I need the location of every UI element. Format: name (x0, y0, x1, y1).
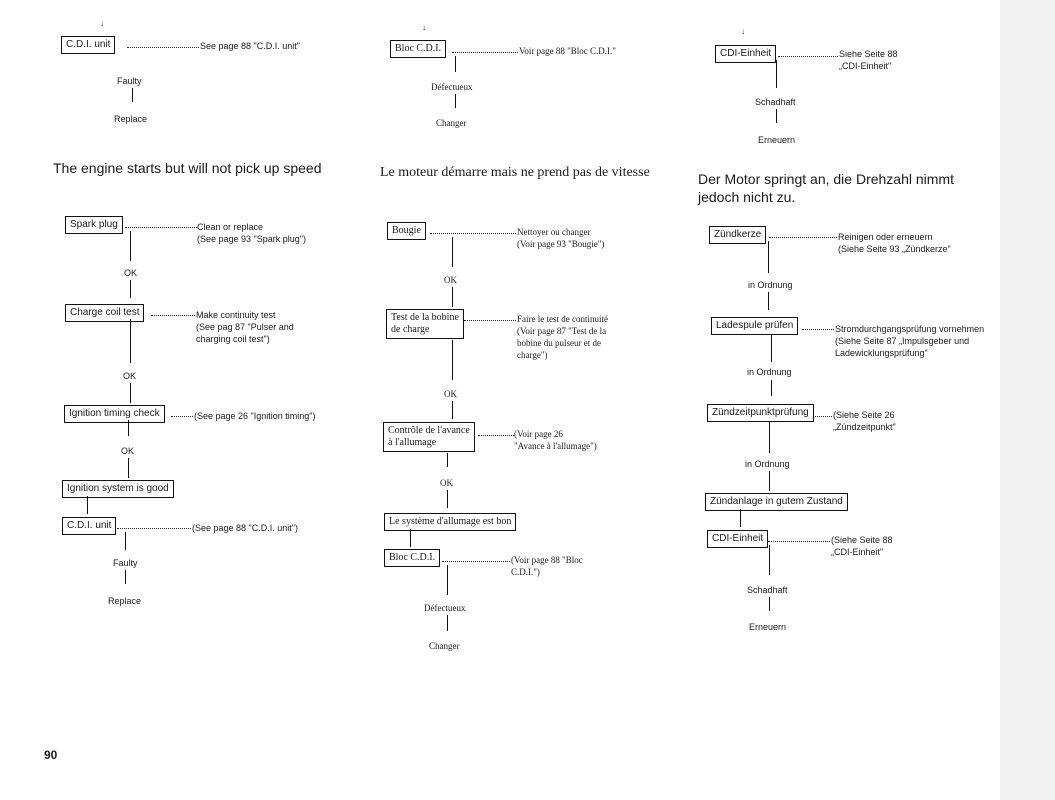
cdi-unit-box: C.D.I. unit (62, 517, 116, 535)
faulty-label: Schadhaft (755, 97, 796, 107)
connector-line (776, 60, 777, 88)
dotted-leader (464, 320, 516, 321)
ok-label: OK (444, 389, 457, 399)
reference-text: Nettoyer ou changer (Voir page 93 "Bougie") (517, 227, 605, 249)
connector-line (771, 380, 772, 396)
reference-text: Siehe Seite 88 „CDI-Einheit" (839, 49, 898, 71)
bloc-cdi-box: Bloc C.D.I. (384, 549, 440, 567)
ok-label: OK (121, 446, 135, 456)
ignition-timing-check-box: Ignition timing check (64, 405, 165, 423)
down-arrow-icon: ↓ (741, 27, 745, 36)
connector-line (771, 334, 772, 362)
dotted-leader (815, 416, 832, 417)
dotted-leader (442, 561, 510, 562)
reference-text: (Siehe Seite 26 „Zündzeitpunkt" (833, 410, 896, 432)
reference-text: Faire le test de continuité (Voir page 87 "Test de la bobine du pulseur et de charge") (517, 314, 608, 360)
replace-label: Replace (108, 596, 142, 606)
section-title: Le moteur démarre mais ne prend pas de vitesse (380, 165, 650, 180)
replace-label: Changer (436, 118, 467, 128)
connector-line (776, 109, 777, 123)
connector-line (87, 496, 88, 514)
bloc-cdi-box: Bloc C.D.I. (390, 40, 446, 58)
connector-line (128, 420, 129, 436)
connector-line (447, 453, 448, 467)
connector-line (130, 231, 131, 261)
dotted-leader (452, 52, 518, 53)
zuendkerze-box: Zündkerze (709, 226, 766, 244)
charge-coil-test-box: Charge coil test (65, 304, 144, 322)
ok-label: OK (444, 275, 457, 285)
connector-line (769, 545, 770, 575)
test-bobine-box: Test de la bobine de charge (386, 309, 464, 339)
spark-plug-box: Spark plug (65, 216, 123, 234)
ok-label: in Ordnung (747, 367, 792, 377)
reference-text: (See page 88 "C.D.I. unit") (192, 523, 298, 533)
dotted-leader (430, 233, 516, 234)
connector-line (452, 237, 453, 267)
section-title: The engine starts but will not pick up speed (53, 160, 322, 176)
faulty-label: Défectueux (431, 82, 473, 92)
connector-line (452, 340, 453, 380)
connector-line (125, 532, 126, 550)
faulty-label: Défectueux (424, 603, 466, 613)
ignition-system-good-box: Ignition system is good (62, 480, 174, 498)
connector-line (452, 287, 453, 307)
connector-line (125, 570, 126, 584)
connector-line (130, 383, 131, 403)
connector-line (769, 471, 770, 491)
ok-label: OK (124, 268, 138, 278)
connector-line (447, 615, 448, 631)
connector-line (455, 56, 456, 72)
systeme-allumage-bon-box: Le système d'allumage est bon (384, 513, 516, 531)
connector-line (768, 292, 769, 310)
reference-text: (Voir page 26 "Avance à l'allumage") (514, 429, 597, 451)
faulty-label: Faulty (117, 76, 142, 86)
cdi-unit-box: C.D.I. unit (61, 36, 115, 54)
dotted-leader (478, 435, 514, 436)
reference-text: (Siehe Seite 88 „CDI-Einheit" (831, 535, 893, 557)
dotted-leader (768, 541, 830, 542)
ok-label: in Ordnung (748, 280, 793, 290)
connector-line (447, 565, 448, 595)
dotted-leader (171, 416, 193, 417)
replace-label: Erneuern (749, 622, 787, 632)
dotted-leader (769, 237, 837, 238)
ok-label: in Ordnung (745, 459, 790, 469)
connector-line (452, 401, 453, 419)
connector-line (130, 280, 131, 298)
section-title: Der Motor springt an, die Drehzahl nimmt jedoch nicht zu. (698, 171, 954, 205)
cdi-einheit-box: CDI-Einheit (707, 530, 768, 548)
bougie-box: Bougie (387, 222, 426, 240)
dotted-leader (778, 56, 838, 57)
reference-text: See page 88 "C.D.I. unit" (200, 41, 300, 51)
connector-line (769, 597, 770, 611)
dotted-leader (125, 227, 197, 228)
controle-avance-box: Contrôle de l'avance à l'allumage (383, 422, 475, 452)
reference-text: Reinigen oder erneuern (Siehe Seite 93 „Zündkerze" (838, 232, 951, 254)
connector-line (740, 509, 741, 527)
connector-line (132, 88, 133, 102)
reference-text: Make continuity test (See pag 87 "Pulser and charging coil test") (196, 310, 294, 344)
zuendanlage-gut-box: Zündanlage in gutem Zustand (705, 493, 848, 511)
connector-line (455, 94, 456, 108)
dotted-leader (151, 315, 195, 316)
cdi-einheit-box: CDI-Einheit (715, 45, 776, 63)
dotted-leader (117, 528, 191, 529)
connector-line (130, 319, 131, 363)
connector-line (769, 421, 770, 453)
zuendzeitpunktpruefung-box: Zündzeitpunktprüfung (707, 404, 814, 422)
down-arrow-icon: ↓ (422, 23, 426, 32)
reference-text: Clean or replace (See page 93 "Spark plug") (197, 222, 306, 244)
connector-line (768, 241, 769, 273)
reference-text: Voir page 88 "Bloc C.D.I." (519, 46, 616, 56)
reference-text: (Voir page 88 "Bloc C.D.I.") (511, 555, 583, 577)
connector-line (128, 458, 129, 478)
ladespule-pruefen-box: Ladespule prüfen (711, 317, 798, 335)
replace-label: Erneuern (758, 135, 796, 145)
down-arrow-icon: ↓ (100, 19, 104, 28)
page-number: 90 (44, 748, 58, 762)
reference-text: (See page 26 "Ignition timing") (194, 411, 316, 421)
faulty-label: Faulty (113, 558, 138, 568)
ok-label: OK (440, 478, 453, 488)
ok-label: OK (123, 371, 137, 381)
reference-text: Stromdurchgangsprüfung vornehmen (Siehe Seite 87 „Impulsgeber und Ladewicklungsprüfung" (835, 324, 985, 358)
dotted-leader (802, 329, 834, 330)
replace-label: Replace (114, 114, 148, 124)
dotted-leader (127, 47, 199, 48)
connector-line (410, 529, 411, 547)
replace-label: Changer (429, 641, 460, 651)
connector-line (447, 490, 448, 508)
faulty-label: Schadhaft (747, 585, 788, 595)
